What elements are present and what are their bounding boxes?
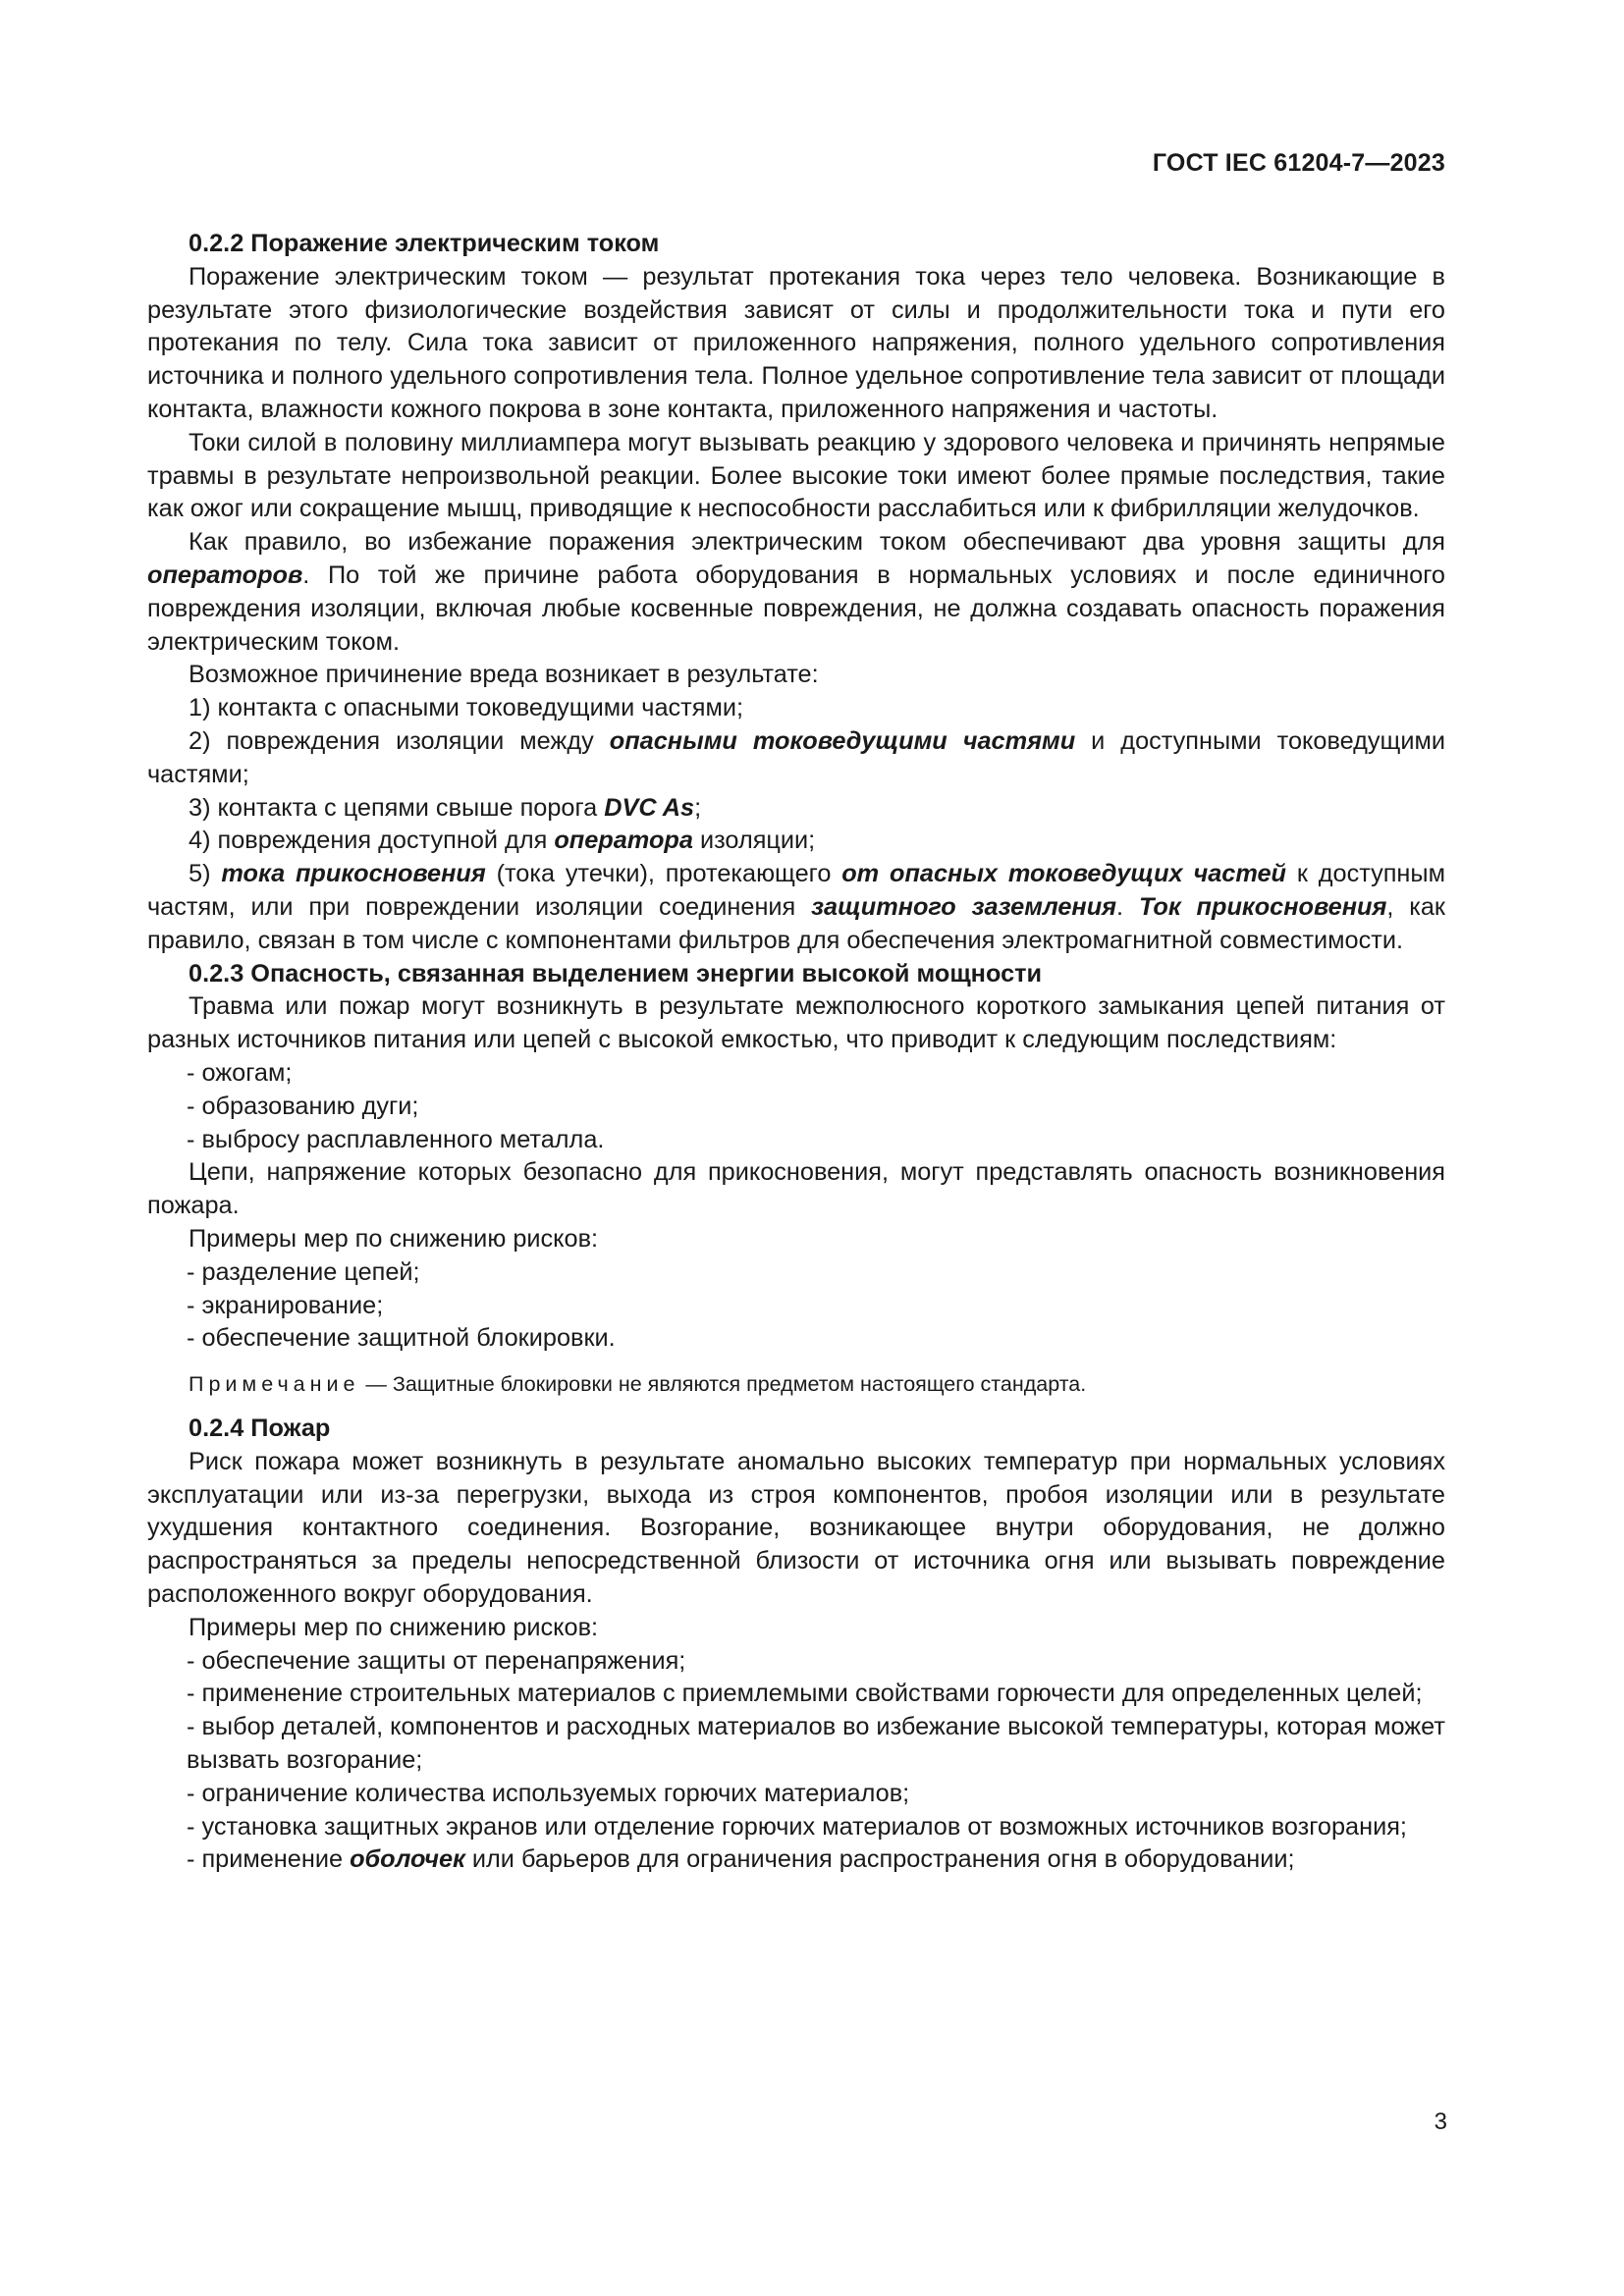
text-run: изоляции; [692, 827, 816, 855]
list-item [147, 725, 1445, 792]
text-run: , как правило, связан в том числе с компонентами фильтров для обеспечения электромагнитной совместимости. [147, 892, 1445, 954]
section-heading-0-2-3: 0.2.3 Опасность, связанная выделением энергии высокой мощности [189, 959, 1043, 988]
bullet-item: - обеспечение защитной блокировки. [187, 1324, 616, 1353]
term-operators: операторов [147, 561, 303, 589]
note-label: Примечание [189, 1372, 360, 1397]
paragraph: Риск пожара может возникнуть в результате аномально высоких температур при нормальных условиях эксплуатации или из-за перегрузки, выхода из строя компонентов, пробоя изоляции или в результате ухудшения контактного соединения. Возгорание, возникающее внутри оборудования, не должно распространяться за пределы непосредственной близости от источника огня или вызывать повреждение расположенного вокруг оборудования. [147, 1447, 1445, 1609]
list-item [147, 825, 1445, 858]
text-run: (тока утечки), протекающего [485, 860, 842, 888]
term: Ток прикосновения [1138, 892, 1387, 921]
paragraph: Цепи, напряжение которых безопасно для прикосновения, могут представлять опасность возникновения пожара. [147, 1158, 1445, 1220]
paragraph: Травма или пожар могут возникнуть в результате межполюсного короткого замыкания цепей питания от разных источников питания или цепей с высокой емкостью, что приводит к следующим последствиям: [147, 992, 1445, 1054]
text-run: к доступным частям, или при повреждении изоляции соединения [147, 860, 1445, 921]
term: тока прикосновения [221, 860, 486, 888]
text-run: 3) контакта с цепями свыше порога [189, 793, 605, 822]
text-run: Как правило, во избежание поражения электрическим током обеспечивают два уровня защиты для [189, 528, 1445, 557]
bullet-item: - разделение цепей; [187, 1257, 420, 1286]
list-item [147, 792, 1445, 826]
text-run: или барьеров для ограничения распространения огня в оборудовании; [464, 1845, 1295, 1874]
paragraph [147, 526, 1445, 659]
text-run: 2) повреждения изоляции между [189, 726, 610, 755]
section-heading-0-2-2: 0.2.2 Поражение электрическим током [189, 230, 660, 257]
document-code: ГОСТ IEC 61204-7—2023 [1152, 149, 1445, 177]
paragraph: Примеры мер по снижению рисков: [189, 1613, 599, 1641]
term: защитного заземления [811, 892, 1117, 921]
term-enclosures: оболочек [350, 1845, 465, 1874]
bullet-item: - установка защитных экранов или отделение горючих материалов от возможных источников возгорания; [187, 1812, 1407, 1841]
paragraph: Токи силой в половину миллиампера могут вызывать реакцию у здорового человека и причинять непрямые травмы в результате непроизвольной реакции. Более высокие токи имеют более прямые последствия, такие как ожог или сокращение мышц, приводящие к неспособности расслабиться или к фибрилляции желудочков. [147, 428, 1445, 523]
note [147, 1369, 1445, 1399]
text-run: . По той же причине работа оборудования в нормальных условиях и после единичного повреждения изоляции, включая любые косвенные повреждения, не должна создавать опасность поражения электрическим током. [147, 561, 1445, 656]
bullet-item: - ограничение количества используемых горючих материалов; [187, 1779, 910, 1807]
note-text: — Защитные блокировки не являются предметом настоящего стандарта. [359, 1372, 1087, 1397]
term: опасными токоведущими частями [609, 726, 1076, 755]
bullet-item: - выбор деталей, компонентов и расходных материалов во избежание высокой температуры, которая может вызвать возгорание; [187, 1713, 1445, 1775]
bullet-item: - применение строительных материалов с приемлемыми свойствами горючести для определенных целей; [187, 1680, 1423, 1708]
bullet-item [147, 1843, 1445, 1877]
paragraph: Возможное причинение вреда возникает в результате: [189, 661, 819, 689]
document-body [147, 228, 1445, 1877]
page-number: 3 [1434, 2109, 1447, 2135]
paragraph: Поражение электрическим током — результат протекания тока через тело человека. Возникающие в результате этого физиологические воздействия зависят от силы и продолжительности тока и пути его протекания по телу. Сила тока зависит от приложенного напряжения, полного удельного сопротивления источника и полного удельного сопротивления тела. Полное удельное сопротивление тела зависит от площади контакта, влажности кожного покрова в зоне контакта, приложенного напряжения и частоты. [147, 262, 1445, 423]
bullet-item: - выбросу расплавленного металла. [187, 1125, 605, 1153]
text-run: 4) повреждения доступной для [189, 827, 555, 855]
section-heading-0-2-4: 0.2.4 Пожар [189, 1415, 331, 1443]
bullet-item: - образованию дуги; [187, 1092, 419, 1120]
list-item [147, 858, 1445, 957]
text-run: и доступными токоведущими частями; [147, 726, 1446, 788]
term: оператора [554, 827, 693, 855]
text-run: 5) [189, 860, 222, 888]
term: от опасных токоведущих частей [841, 860, 1287, 888]
bullet-item: - экранирование; [187, 1291, 384, 1319]
text-run: . [1116, 892, 1139, 921]
list-item: 1) контакта с опасными токоведущими частями; [189, 694, 743, 722]
text-run: - применение [187, 1845, 351, 1874]
text-run: ; [694, 793, 702, 822]
term: DVC As [604, 793, 695, 822]
paragraph: Примеры мер по снижению рисков: [189, 1224, 599, 1253]
bullet-item: - ожогам; [187, 1058, 293, 1087]
bullet-item: - обеспечение защиты от перенапряжения; [187, 1646, 686, 1675]
